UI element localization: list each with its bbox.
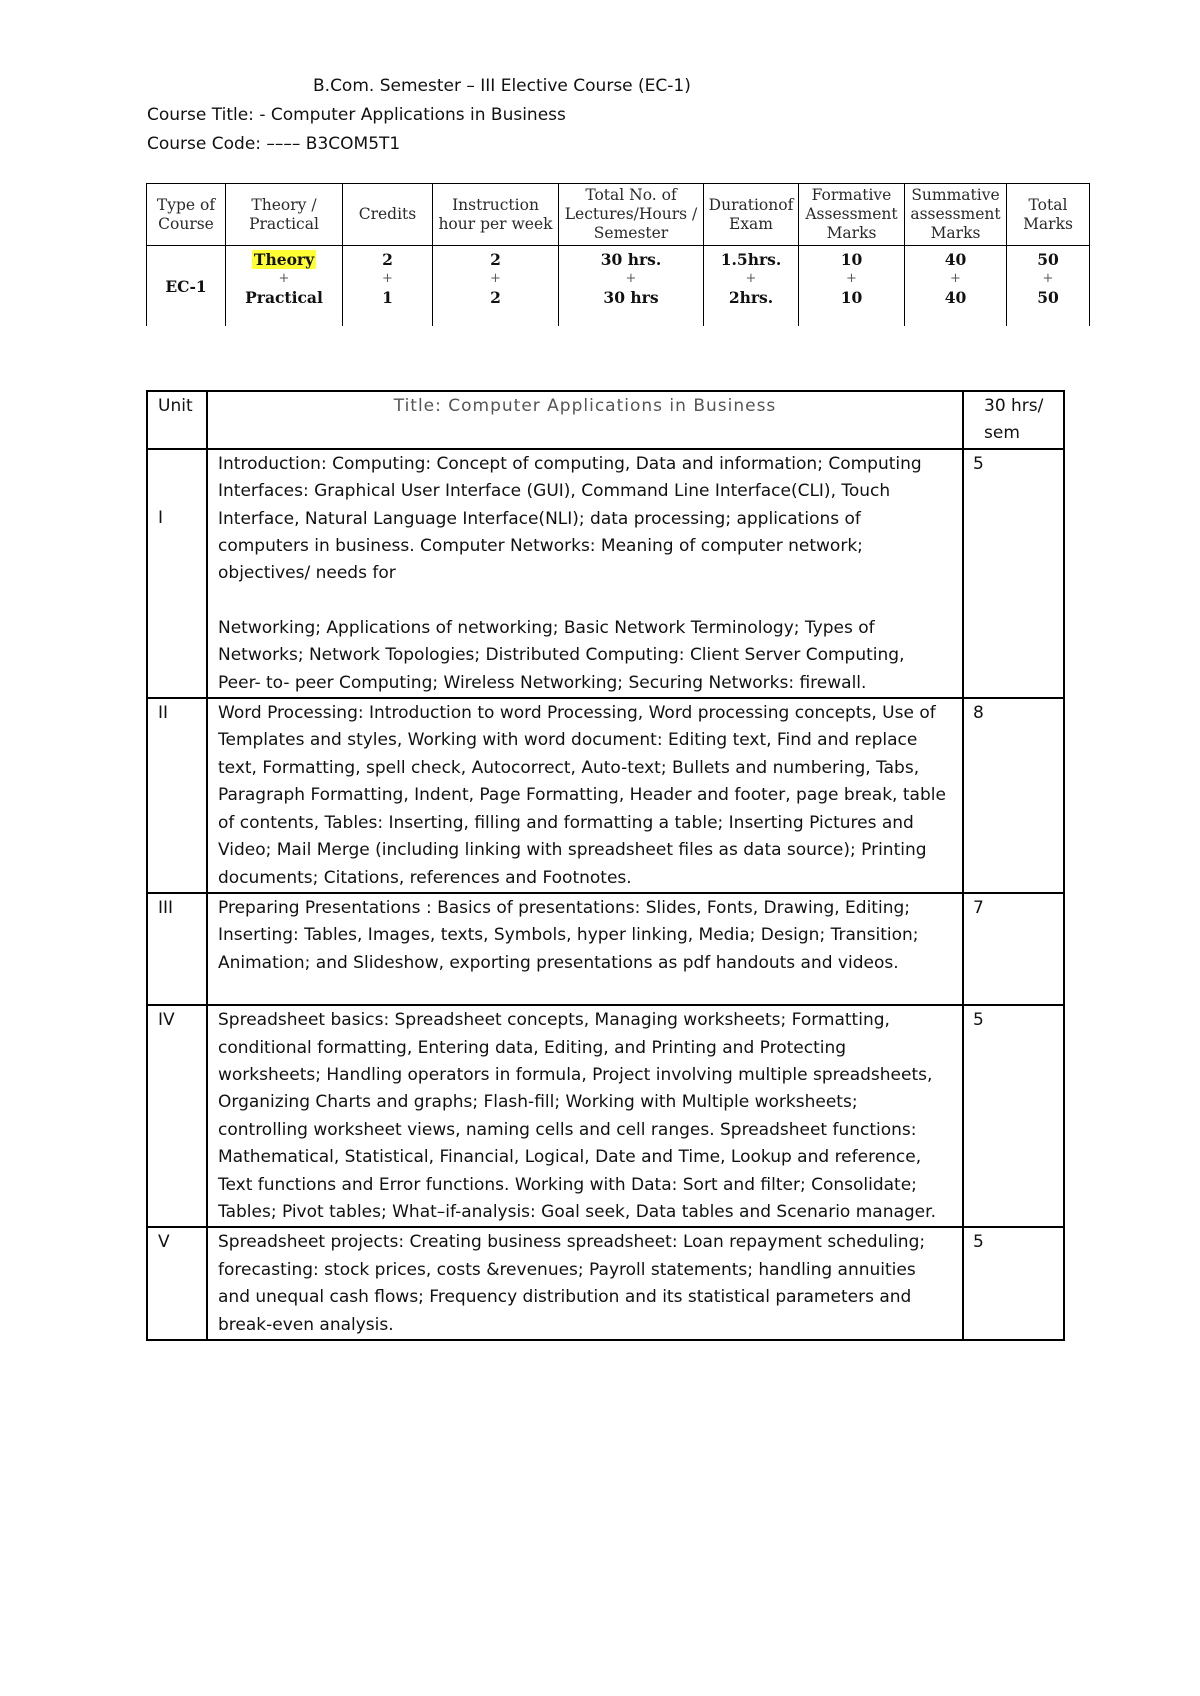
syllabus-title-header: Title: Computer Applications in Business xyxy=(207,391,963,449)
col-instruction-hours: Instruction hour per week xyxy=(433,184,559,246)
practical-total-lectures: 30 hrs xyxy=(603,288,659,307)
course-code-line: Course Code: –––– B3COM5T1 xyxy=(147,134,401,154)
practical-instruction: 2 xyxy=(490,288,501,307)
col-credits: Credits xyxy=(343,184,433,246)
practical-summative: 40 xyxy=(944,288,967,307)
unit-hours: 5 xyxy=(963,449,1064,698)
col-total-lectures: Total No. of Lectures/Hours / Semester xyxy=(559,184,704,246)
plus-sign: + xyxy=(1042,271,1054,286)
unit-paragraph: Introduction: Computing: Concept of computing, Data and information; Computing Interfaces: Graphical User Interface (GUI), Command Line Interface(CLI), Touch Interface, Natural Language Interface(NLI); data processing; applications of computers in business. Computer Networks: Meaning of computer network; objectives/ needs for xyxy=(218,453,922,584)
hours-header: 30 hrs/ sem xyxy=(963,391,1064,449)
theory-practical-cell xyxy=(226,246,343,327)
col-duration-exam: Durationof Exam xyxy=(704,184,799,246)
course-type-cell: EC-1 xyxy=(147,246,226,327)
unit-number: III xyxy=(147,893,207,1005)
total-marks-cell xyxy=(1007,246,1090,327)
col-theory-practical: Theory / Practical xyxy=(226,184,343,246)
syllabus-row-unit-5 xyxy=(147,1227,1064,1340)
plus-sign: + xyxy=(278,271,290,286)
syllabus-table xyxy=(146,390,1065,1341)
syllabus-row-unit-3 xyxy=(147,893,1064,1005)
unit-hours: 8 xyxy=(963,698,1064,893)
plus-sign: + xyxy=(382,271,393,286)
plus-sign: + xyxy=(846,271,857,286)
col-total-marks: Total Marks xyxy=(1007,184,1090,246)
plus-sign: + xyxy=(745,271,757,286)
unit-paragraph: Networking; Applications of networking; Basic Network Terminology; Types of Networks; Network Topologies; Distributed Computing: Client Server Computing, Peer- to- peer Computing; Wireless Networking; Securing Networks: firewall. xyxy=(218,617,905,693)
instruction-cell xyxy=(433,246,559,327)
course-title-line: Course Title: - Computer Applications in Business xyxy=(147,105,566,125)
duration-cell xyxy=(704,246,799,327)
practical-duration: 2hrs. xyxy=(728,288,774,307)
practical-total: 50 xyxy=(1037,288,1059,307)
unit-hours: 7 xyxy=(963,893,1064,1005)
unit-paragraph: Spreadsheet basics: Spreadsheet concepts, Managing worksheets; Formatting, conditional formatting, Entering data, Editing, and Printing and Protecting worksheets; Handling operators in formula, Project involving multiple spreadsheets, Organizing Charts and graphs; Flash-fill; Working with Multiple worksheets; controlling worksheet views, naming cells and cell ranges. Spreadsheet functions: Mathematical, Statistical, Financial, Logical, Date and Time, Lookup and reference, Text functions and Error functions. Working with Data: Sort and filter; Consolidate; Tables; Pivot tables; What–if-analysis: Goal seek, Data tables and Scenario manager. xyxy=(218,1010,936,1222)
practical-label: Practical xyxy=(245,288,323,307)
unit-paragraph: Word Processing: Introduction to word Processing, Word processing concepts, Use of Templates and styles, Working with word document: Editing text, Find and replace text, Formatting, spell check, Autocorrect, Auto-text; Bullets and numbering, Tabs, Paragraph Formatting, Indent, Page Formatting, Header and footer, page break, table of contents, Tables: Inserting, filling and formatting a table; Inserting Pictures and Video; Mail Merge (including linking with spreadsheet files as data source); Printing documents; Citations, references and Footnotes. xyxy=(218,703,946,888)
syllabus-row-unit-2 xyxy=(147,698,1064,893)
unit-content xyxy=(207,893,963,1005)
course-table-data-row xyxy=(147,246,1090,327)
semester-line: B.Com. Semester – III Elective Course (EC-1) xyxy=(313,76,691,96)
unit-hours: 5 xyxy=(963,1005,1064,1227)
theory-duration: 1.5hrs. xyxy=(720,250,782,269)
theory-total-lectures: 30 hrs. xyxy=(600,250,662,269)
unit-content xyxy=(207,698,963,893)
theory-total: 50 xyxy=(1037,250,1059,269)
unit-content xyxy=(207,1005,963,1227)
course-header xyxy=(147,72,1047,159)
plus-sign: + xyxy=(625,271,637,286)
practical-formative: 10 xyxy=(840,288,863,307)
unit-content xyxy=(207,1227,963,1340)
unit-header: Unit xyxy=(147,391,207,449)
credits-cell xyxy=(343,246,433,327)
col-type-of-course: Type of Course xyxy=(147,184,226,246)
syllabus-row-unit-4 xyxy=(147,1005,1064,1227)
course-structure-table xyxy=(146,183,1090,326)
theory-instruction: 2 xyxy=(490,250,501,269)
col-formative-marks: Formative Assessment Marks xyxy=(799,184,905,246)
course-table-header-row xyxy=(147,184,1090,246)
unit-number: IV xyxy=(147,1005,207,1227)
unit-paragraph: Preparing Presentations : Basics of presentations: Slides, Fonts, Drawing, Editing; Inserting: Tables, Images, texts, Symbols, hyper linking, Media; Design; Transition; Animation; and Slideshow, exporting presentations as pdf handouts and videos. xyxy=(218,897,919,973)
syllabus-header-row xyxy=(147,391,1064,449)
theory-summative: 40 xyxy=(944,250,967,269)
unit-paragraph: Spreadsheet projects: Creating business spreadsheet: Loan repayment scheduling; forecasting: stock prices, costs &revenues; Payroll statements; handling annuities and unequal cash flows; Frequency distribution and its statistical parameters and break-even analysis. xyxy=(218,1232,926,1335)
practical-credits: 1 xyxy=(382,288,393,307)
col-summative-marks: Summative assessment Marks xyxy=(905,184,1007,246)
syllabus-row-unit-1 xyxy=(147,449,1064,698)
unit-number: II xyxy=(147,698,207,893)
theory-credits: 2 xyxy=(382,250,393,269)
unit-hours: 5 xyxy=(963,1227,1064,1340)
total-lectures-cell xyxy=(559,246,704,327)
summative-cell xyxy=(905,246,1007,327)
plus-sign: + xyxy=(950,271,961,286)
unit-content xyxy=(207,449,963,698)
unit-number: V xyxy=(147,1227,207,1340)
theory-label-highlighted: Theory xyxy=(253,250,315,269)
plus-sign: + xyxy=(490,271,501,286)
theory-formative: 10 xyxy=(840,250,863,269)
formative-cell xyxy=(799,246,905,327)
unit-number: I xyxy=(147,449,207,698)
